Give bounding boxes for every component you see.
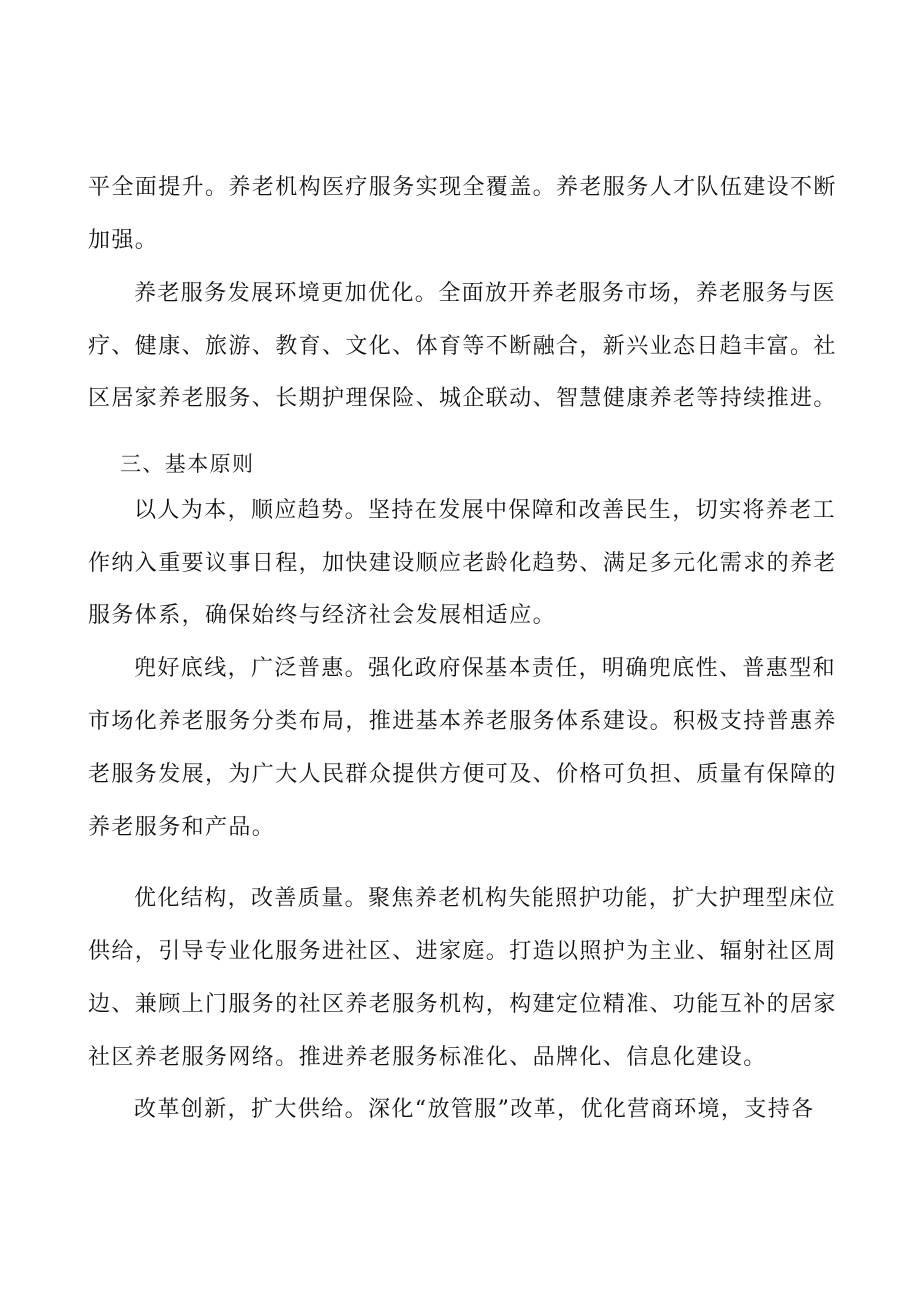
text-line: 服务体系，确保始终与经济社会发展相适应。 (88, 603, 557, 628)
text-line: 作纳入重要议事日程，加快建设顺应老龄化趋势、满足多元化需求的养老 (88, 551, 837, 576)
text-line: 改革创新，扩大供给。深化“放管服”改革，优化营商环境，支持各 (134, 1097, 815, 1122)
text-line: 优化结构，改善质量。聚焦养老机构失能照护功能，扩大护理型床位 (134, 886, 837, 911)
text-line: 兜好底线，广泛普惠。强化政府保基本责任，明确兜底性、普惠型和 (134, 656, 837, 681)
text-line: 养老服务发展环境更加优化。全面放开养老服务市场，养老服务与医 (134, 281, 837, 306)
section-heading: 三、基本原则 (120, 452, 255, 476)
text-line: 供给，引导专业化服务进社区、进家庭。打造以照护为主业、辐射社区周 (88, 939, 837, 964)
text-line: 边、兼顾上门服务的社区养老服务机构，构建定位精准、功能互补的居家 (88, 992, 837, 1017)
text-line: 市场化养老服务分类布局，推进基本养老服务体系建设。积极支持普惠养 (88, 709, 837, 734)
text-line: 老服务发展，为广大人民群众提供方便可及、价格可负担、质量有保障的 (88, 762, 837, 787)
text-line: 平全面提升。养老机构医疗服务实现全覆盖。养老服务人才队伍建设不断 (88, 175, 837, 200)
text-line: 养老服务和产品。 (88, 815, 276, 840)
text-line: 疗、健康、旅游、教育、文化、体育等不断融合，新兴业态日趋丰富。社 (88, 334, 837, 359)
text-line: 区居家养老服务、长期护理保险、城企联动、智慧健康养老等持续推进。 (88, 386, 837, 411)
text-line: 社区养老服务网络。推进养老服务标准化、品牌化、信息化建设。 (88, 1045, 767, 1070)
text-line: 以人为本，顺应趋势。坚持在发展中保障和改善民生，切实将养老工 (134, 498, 837, 523)
text-line: 加强。 (88, 228, 159, 253)
